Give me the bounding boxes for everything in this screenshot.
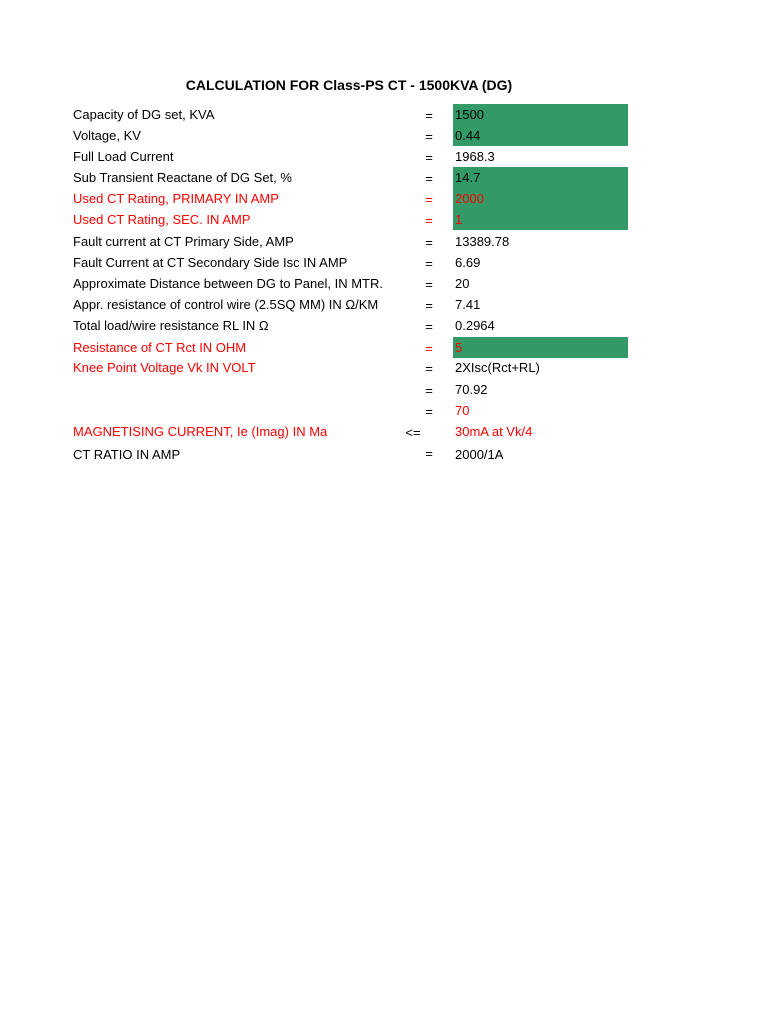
row-label: Resistance of CT Rct IN OHM: [73, 340, 247, 355]
row-value-cell[interactable]: 70: [455, 403, 470, 418]
table-row-knee-point-selected: [0, 400, 768, 421]
row-value-cell[interactable]: 30mA at Vk/4: [455, 424, 533, 439]
table-row-full-load-current: [0, 146, 768, 167]
table-row-sub-transient-reactance: [0, 167, 768, 188]
table-row-fault-current-secondary: [0, 252, 768, 273]
row-label: Total load/wire resistance RL IN Ω: [73, 318, 269, 333]
table-row-capacity: [0, 104, 768, 125]
row-value-cell[interactable]: 0.2964: [455, 318, 495, 333]
row-value-cell[interactable]: 70.92: [455, 382, 488, 397]
row-operator: =: [425, 298, 433, 313]
row-value-cell[interactable]: 7.41: [455, 297, 481, 312]
row-operator: =: [425, 404, 433, 419]
row-label: Used CT Rating, SEC. IN AMP: [73, 212, 251, 227]
row-operator: =: [425, 192, 433, 207]
row-operator: =: [425, 361, 433, 376]
row-label: Full Load Current: [73, 149, 174, 164]
row-operator: =: [425, 129, 433, 144]
row-label: Fault current at CT Primary Side, AMP: [73, 234, 294, 249]
row-operator: =: [425, 446, 433, 461]
row-operator: =: [425, 150, 433, 165]
row-value-cell[interactable]: 2XIsc(Rct+RL): [455, 360, 540, 375]
row-value-cell[interactable]: 2000: [453, 188, 628, 209]
page-title: CALCULATION FOR Class-PS CT - 1500KVA (DG): [185, 77, 513, 93]
row-value-cell[interactable]: 0.44: [453, 125, 628, 146]
row-value-cell[interactable]: 5: [453, 337, 628, 358]
row-value-cell[interactable]: 1968.3: [455, 149, 495, 164]
row-label: Capacity of DG set, KVA: [73, 107, 215, 122]
row-value-cell[interactable]: 13389.78: [455, 234, 510, 249]
row-value-cell[interactable]: 2000/1A: [455, 447, 504, 462]
row-label: Approximate Distance between DG to Panel, IN MTR.: [73, 276, 383, 291]
row-value-cell[interactable]: 1500: [453, 104, 628, 125]
table-row-knee-point-formula: [0, 357, 768, 378]
table-row-ct-secondary-rating: [0, 209, 768, 230]
row-operator: =: [425, 319, 433, 334]
row-label: Appr. resistance of control wire (2.5SQ MM) IN Ω/KM: [73, 297, 379, 312]
row-label: Knee Point Voltage Vk IN VOLT: [73, 360, 256, 375]
table-row-voltage: [0, 125, 768, 146]
row-operator: <=: [405, 425, 421, 440]
row-value-cell[interactable]: 14.7: [453, 167, 628, 188]
row-operator: =: [425, 171, 433, 186]
table-row-ct-ratio: [0, 444, 768, 465]
row-operator: =: [425, 235, 433, 250]
row-label: MAGNETISING CURRENT, Ie (Imag) IN Ma: [73, 424, 328, 439]
table-row-fault-current-primary: [0, 231, 768, 252]
row-operator: =: [425, 256, 433, 271]
row-operator: =: [425, 383, 433, 398]
row-operator: =: [425, 341, 433, 356]
table-row-knee-point-result: [0, 379, 768, 400]
table-row-ct-primary-rating: [0, 188, 768, 209]
row-operator: =: [425, 108, 433, 123]
row-label: CT RATIO IN AMP: [73, 447, 181, 462]
row-label: Voltage, KV: [73, 128, 141, 143]
row-label: Fault Current at CT Secondary Side Isc IN AMP: [73, 255, 348, 270]
row-value-cell[interactable]: 1: [453, 209, 628, 230]
table-row-distance: [0, 273, 768, 294]
table-row-total-load-resistance: [0, 315, 768, 336]
row-label: Used CT Rating, PRIMARY IN AMP: [73, 191, 279, 206]
table-row-ct-resistance: [0, 337, 768, 358]
row-label: Sub Transient Reactane of DG Set, %: [73, 170, 292, 185]
row-operator: =: [425, 213, 433, 228]
row-value-cell[interactable]: 6.69: [455, 255, 481, 270]
table-row-magnetising-current: [0, 421, 768, 442]
table-row-wire-resistance: [0, 294, 768, 315]
row-value-cell[interactable]: 20: [455, 276, 470, 291]
row-operator: =: [425, 277, 433, 292]
